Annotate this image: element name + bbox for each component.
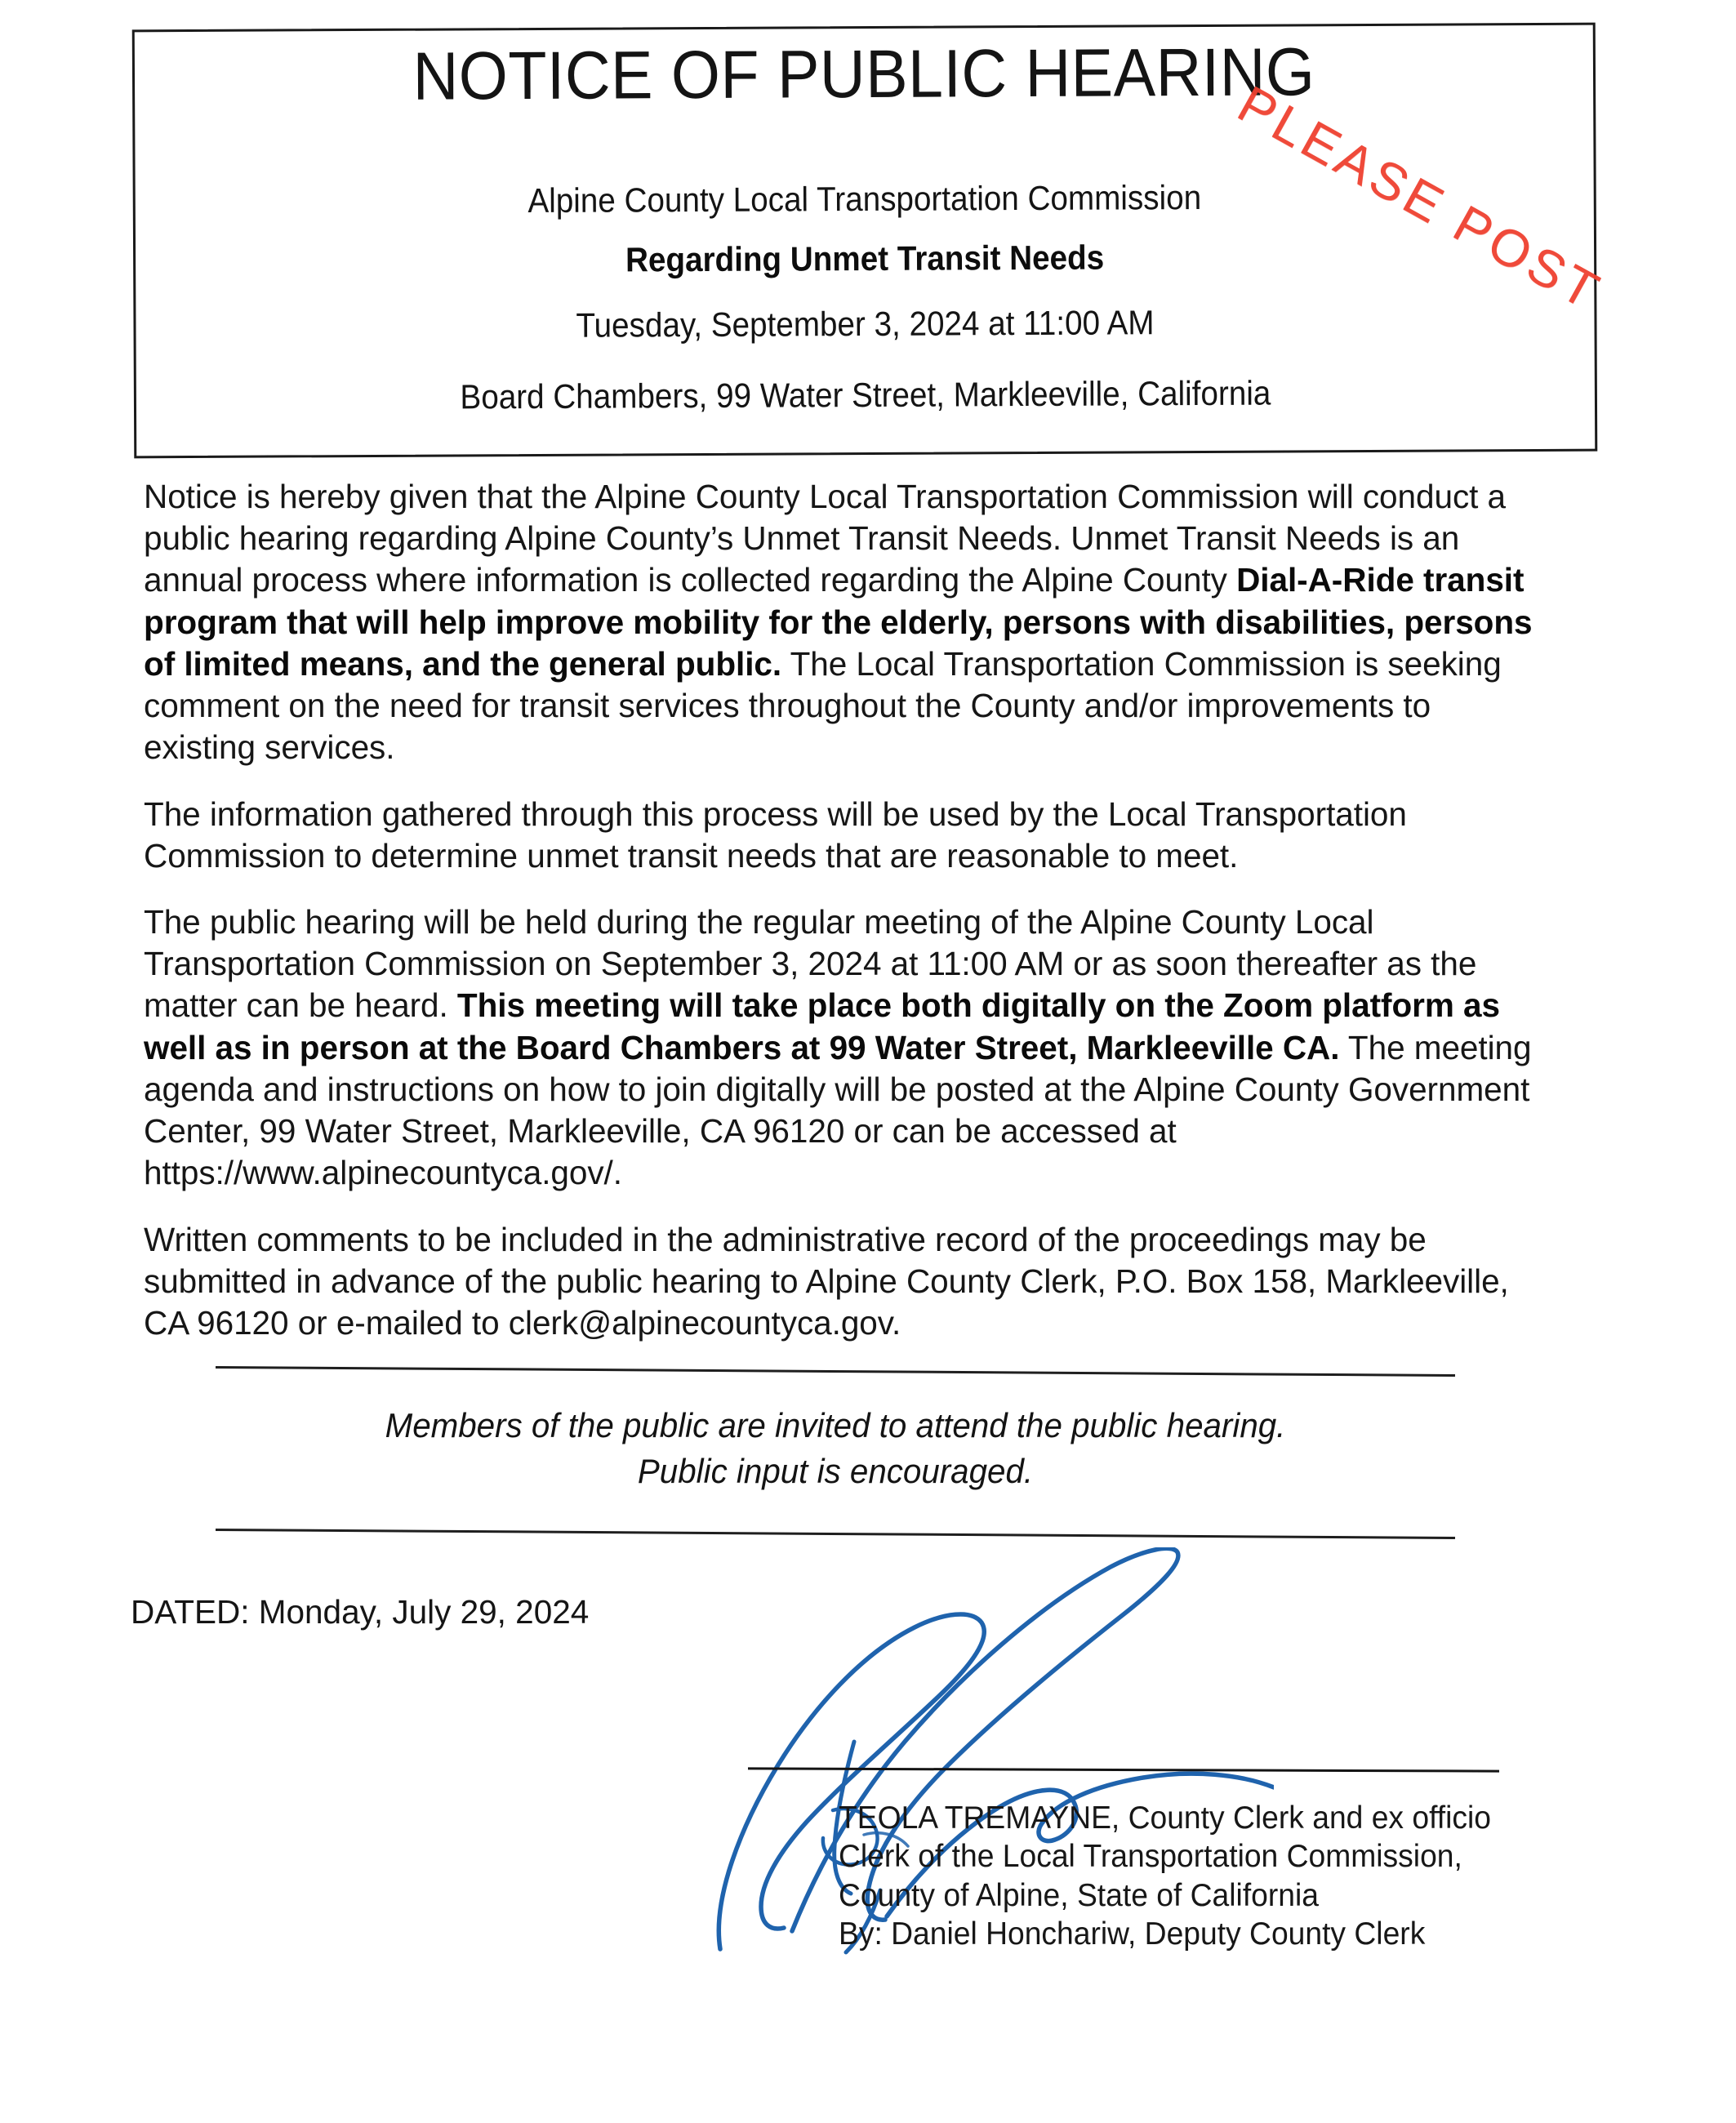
hearing-subject: Regarding Unmet Transit Needs [625, 238, 1105, 279]
signature-line [748, 1767, 1499, 1772]
invitation-line-1: Members of the public are invited to attend the public hearing. [385, 1406, 1286, 1444]
page-title: NOTICE OF PUBLIC HEARING [412, 33, 1315, 114]
invitation-line-2: Public input is encouraged. [637, 1451, 1034, 1490]
paragraph-3-part-a: The public hearing will be held during the regular meeting of the Alpine County Local Transportation Commission on September 3, 2024 at 11:00 AM or as soon thereafter as the matter can be heard. [144, 902, 1477, 1025]
divider-rule-bottom [216, 1529, 1455, 1539]
divider-rule-top [216, 1366, 1455, 1377]
signer-title-line-1: Clerk of the Local Transportation Commission, [839, 1839, 1462, 1875]
invitation-block [216, 1403, 1455, 1494]
signer-name-line: TEOLA TREMAYNE, County Clerk and ex officio [839, 1800, 1492, 1836]
paragraph-1-emphasis: Dial-A-Ride transit program that will help improve mobility for the elderly, persons with disabilities, persons of limited means, and the general public. [144, 561, 1533, 683]
hearing-datetime: Tuesday, September 3, 2024 at 11:00 AM [576, 303, 1155, 345]
signer-title-line-2: County of Alpine, State of California [839, 1877, 1319, 1913]
paragraph-1-part-a: Notice is hereby given that the Alpine County Local Transportation Commission will conduct a public hearing regarding Alpine County’s Unmet Transit Needs. Unmet Transit Needs is an annual process where information is collected regarding the Alpine County [144, 478, 1507, 599]
please-post-stamp: PLEASE POST [1228, 73, 1612, 323]
paragraph-3-part-b: The meeting agenda and instructions on how to join digitally will be posted at the Alpine County Government Center, 99 Water Street, Markleeville, CA 96120 or can be accessed at https://www.alpinecountyca.gov/. [144, 1028, 1532, 1192]
paragraph-2: The information gathered through this process will be used by the Local Transportation Commission to determine unmet transit needs that are reasonable to meet. [144, 794, 1407, 875]
paragraph-4: Written comments to be included in the administrative record of the proceedings may be submitted in advance of the public hearing to Alpine County Clerk, P.O. Box 158, Markleeville, CA 96120 or e-mailed to clerk@alpinecountyca.gov. [144, 1220, 1509, 1342]
paragraph-3 [144, 901, 1542, 1195]
body-text [144, 476, 1542, 1344]
header-box-content [135, 25, 1596, 456]
hearing-location: Board Chambers, 99 Water Street, Markleeville, California [460, 373, 1271, 416]
commission-name: Alpine County Local Transportation Commission [527, 177, 1202, 220]
signer-block [839, 1799, 1696, 1954]
dated-line: DATED: Monday, July 29, 2024 [131, 1593, 590, 1631]
paragraph-3-emphasis: This meeting will take place both digitally on the Zoom platform as well as in person at the Board Chambers at 99 Water Street, Markleeville CA. [144, 986, 1500, 1066]
signer-deputy-line: By: Daniel Honchariw, Deputy County Clerk [839, 1916, 1426, 1952]
header-box [132, 23, 1598, 459]
paragraph-1 [144, 476, 1542, 769]
paragraph-1-part-b: The Local Transportation Commission is seeking comment on the need for transit services throughout the County and/or improvements to existing services. [144, 644, 1502, 767]
